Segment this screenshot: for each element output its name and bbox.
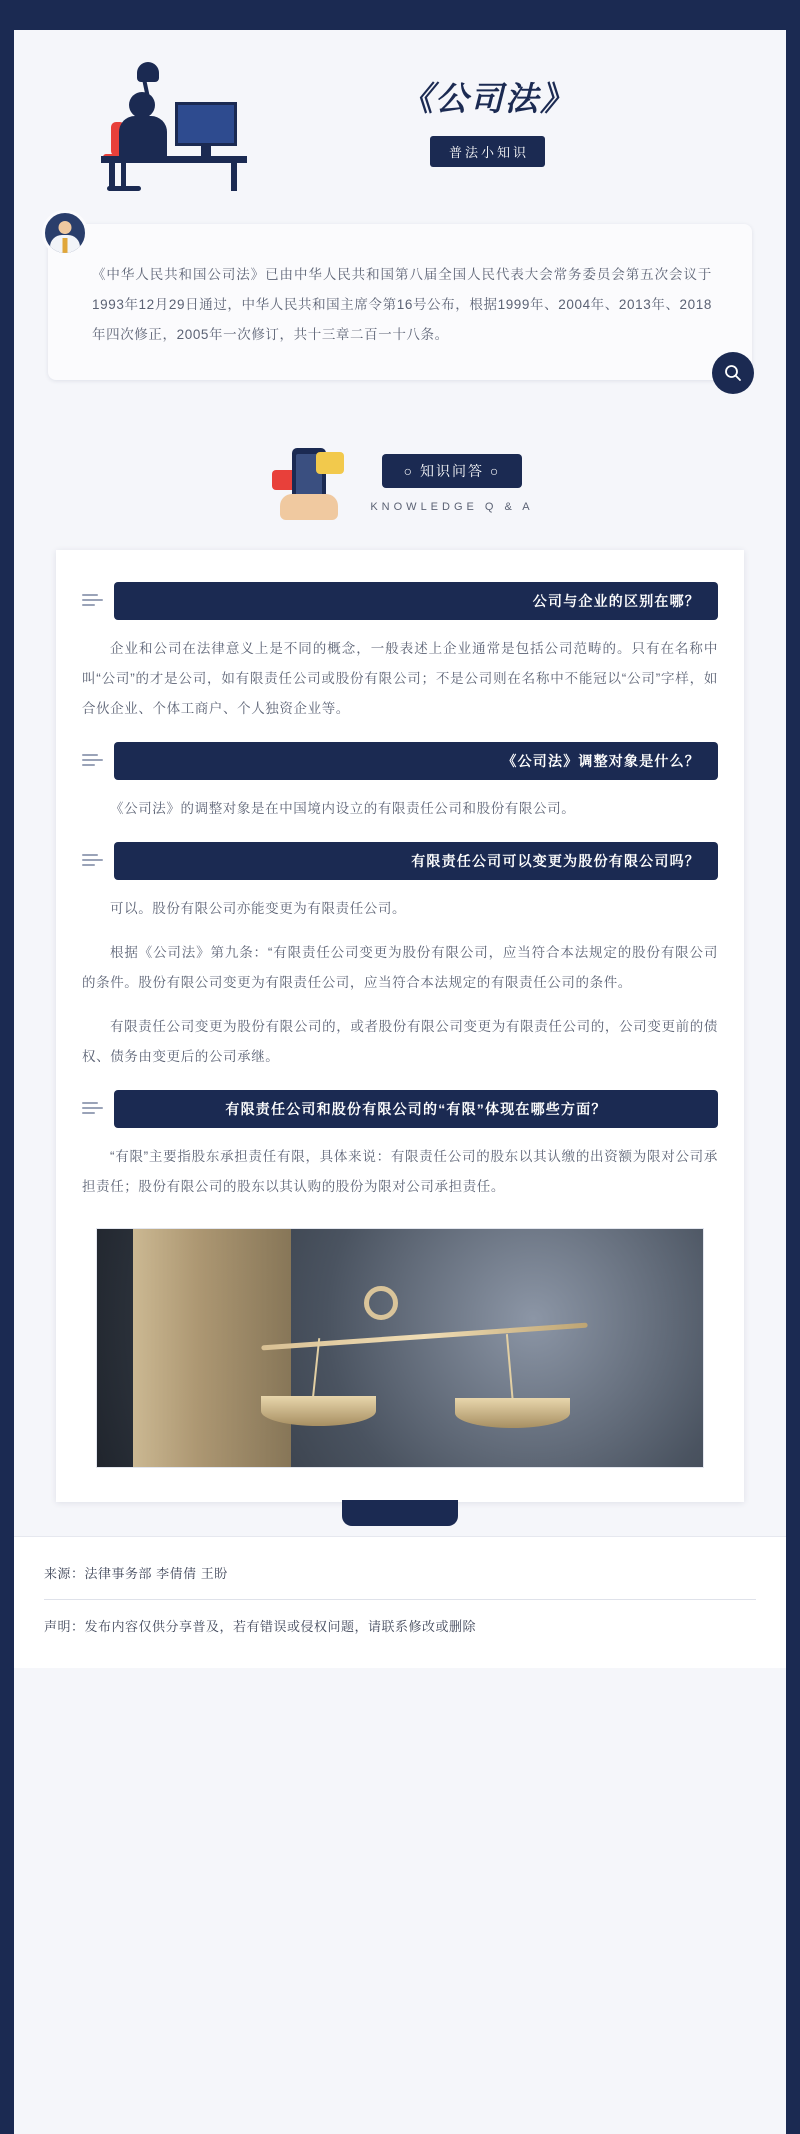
- qa-question-3: 有限责任公司和股份有限公司的“有限”体现在哪些方面？: [114, 1090, 718, 1128]
- header-titles: [259, 73, 716, 167]
- qa-question-row: [82, 582, 718, 620]
- search-button[interactable]: [712, 352, 754, 394]
- qa-question-row: [82, 1090, 718, 1128]
- qa-question-row: [82, 742, 718, 780]
- footer-divider: [44, 1599, 756, 1600]
- phone-chat-illustration-icon: [266, 444, 356, 524]
- header-subtitle-badge: 普法小知识: [430, 136, 545, 167]
- header: [14, 30, 786, 210]
- lines-icon: [82, 1102, 104, 1117]
- card-bottom-tab: [342, 1500, 458, 1526]
- qa-answer-1-0: 《公司法》的调整对象是在中国境内设立的有限责任公司和股份有限公司。: [110, 801, 576, 816]
- footer-source: 来源：法律事务部 李倩倩 王盼: [44, 1566, 228, 1581]
- qa-card: [56, 550, 744, 1502]
- qa-answer-2-1: 根据《公司法》第九条：“有限责任公司变更为股份有限公司，应当符合本法规定的股份有限公司的条件。股份有限公司变更为有限责任公司，应当符合本法规定的有限责任公司的条件。: [82, 945, 718, 990]
- qa-question-row: [82, 842, 718, 880]
- intro-text: 《中华人民共和国公司法》已由中华人民共和国第八届全国人民代表大会常务委员会第五次会议于1993年12月29日通过，中华人民共和国主席令第16号公布，根据1999年、2004年、2013年、2018年四次修正，2005年一次修订，共十三章二百一十八条。: [92, 267, 712, 342]
- qa-question-2: 有限责任公司可以变更为股份有限公司吗？: [114, 842, 718, 880]
- qa-banner: [14, 440, 786, 524]
- qa-english-label: KNOWLEDGE Q & A: [370, 501, 534, 513]
- search-icon: [723, 363, 743, 383]
- page-title: 《公司法》: [400, 82, 575, 118]
- lines-icon: [82, 754, 104, 769]
- lawyer-avatar: [42, 210, 88, 256]
- lines-icon: [82, 854, 104, 869]
- qa-answer-2-0: 可以。股份有限公司亦能变更为有限责任公司。: [110, 901, 407, 916]
- qa-titles: [370, 440, 533, 513]
- qa-answer-0-0: 企业和公司在法律意义上是不同的概念，一般表述上企业通常是包括公司范畴的。只有在名称中叫“公司”的才是公司，如有限责任公司或股份有限公司；不是公司则在名称中不能冠以“公司”字样，如合伙企业、个体工商户、个人独资企业等。: [82, 641, 718, 716]
- left-rail: [0, 0, 14, 2134]
- right-rail: [786, 0, 800, 2134]
- lines-icon: [82, 594, 104, 609]
- qa-answer-3-0: “有限”主要指股东承担责任有限，具体来说：有限责任公司的股东以其认缴的出资额为限对公司承担责任；股份有限公司的股东以其认购的股份为限对公司承担责任。: [82, 1149, 718, 1194]
- intro-card: [48, 224, 752, 380]
- top-bar: [0, 0, 800, 30]
- justice-scales-photo: [96, 1228, 704, 1468]
- content-area: [0, 30, 800, 1668]
- intro-section: [48, 224, 752, 380]
- qa-question-0: 公司与企业的区别在哪？: [114, 582, 718, 620]
- qa-pill-label: ○ 知识问答 ○: [382, 454, 523, 488]
- qa-question-1: 《公司法》调整对象是什么？: [114, 742, 718, 780]
- desk-person-illustration-icon: [89, 58, 259, 188]
- footer: [14, 1536, 786, 1668]
- qa-answer-2-2: 有限责任公司变更为股份有限公司的，或者股份有限公司变更为有限责任公司的，公司变更前的债权、债务由变更后的公司承继。: [82, 1019, 718, 1064]
- footer-statement: 声明：发布内容仅供分享普及，若有错误或侵权问题，请联系修改或删除: [44, 1619, 477, 1634]
